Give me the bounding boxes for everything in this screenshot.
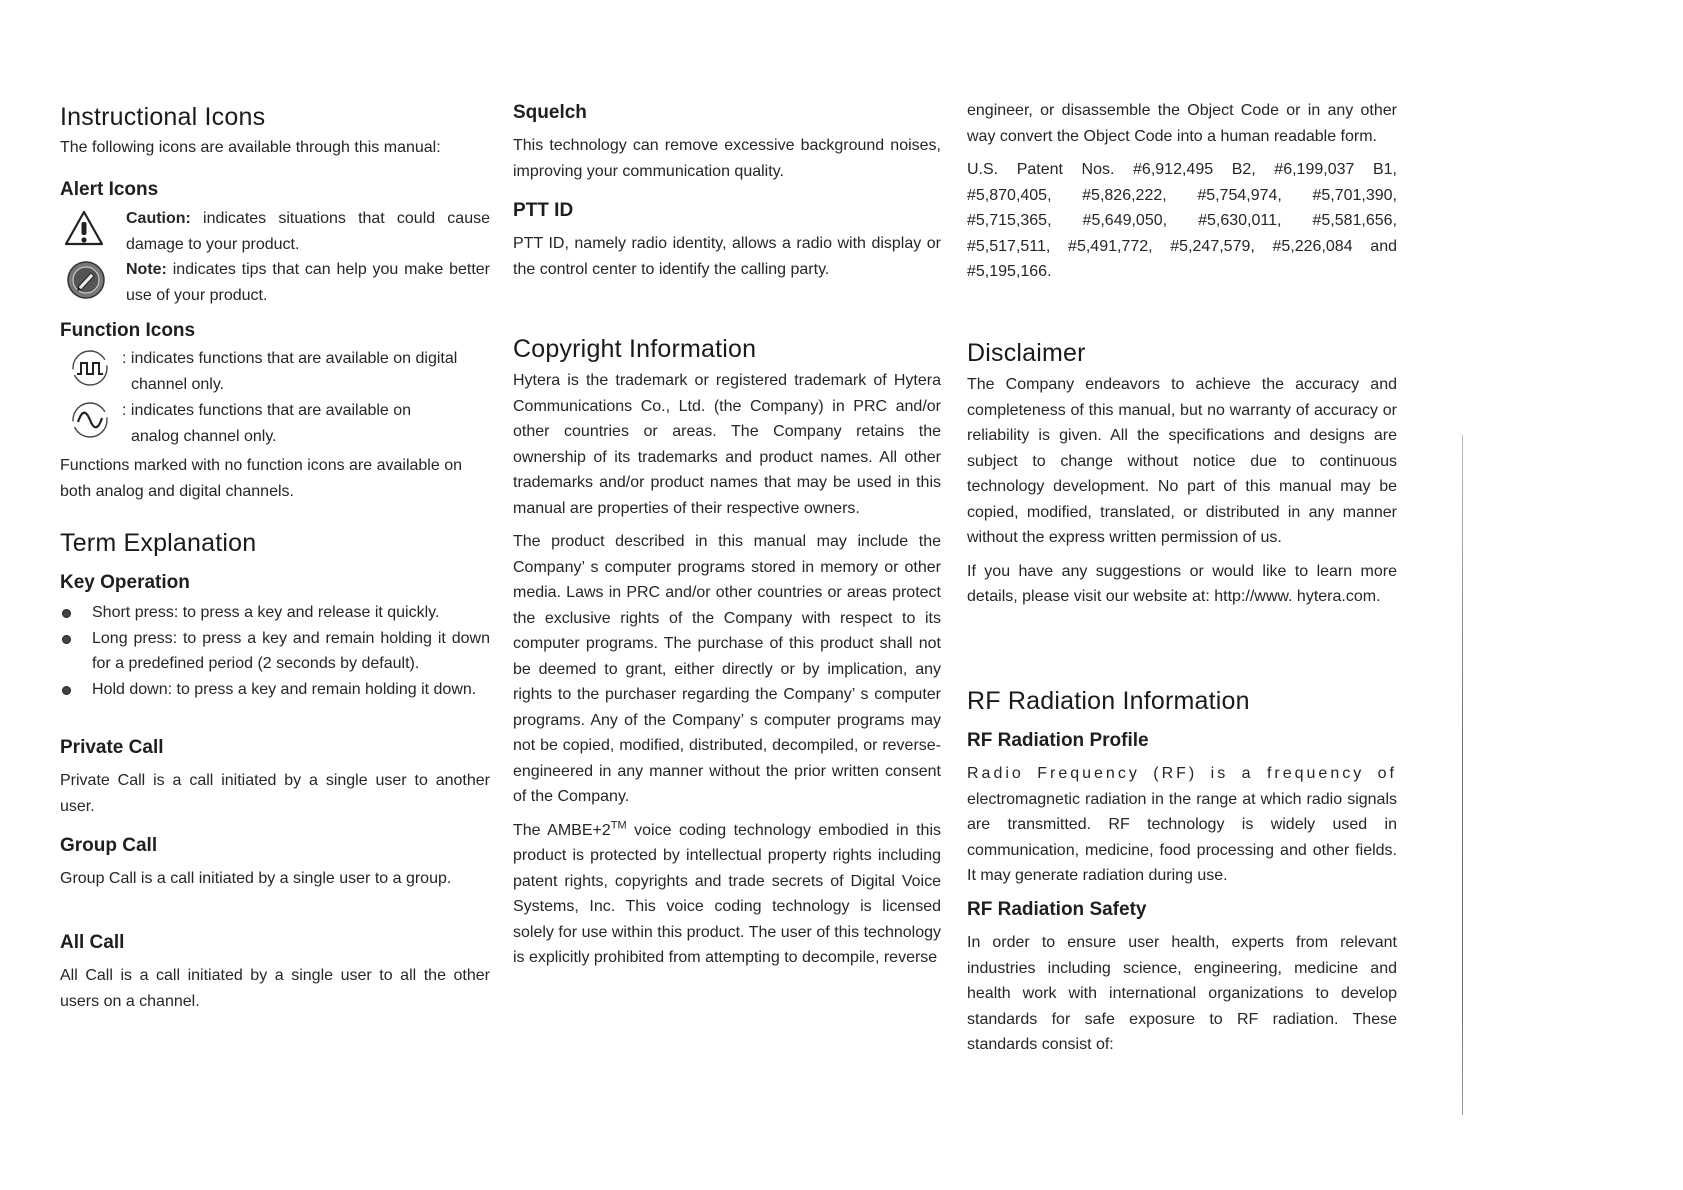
object-code-continuation bbox=[967, 98, 1397, 285]
list-item bbox=[60, 626, 490, 677]
copyright-paragraph-1: Hytera is the trademark or registered trademark of Hytera Communications Co., Ltd. (the Company) in PRC and/or other countries or areas. The Company retains the ownership of its trademarks and product names. All other trademarks and/or product names that may be used in this manual are properties of their respective owners. bbox=[513, 372, 941, 517]
ptt-id-title: PTT ID bbox=[513, 200, 574, 221]
rf-safety-text: In order to ensure user health, experts from relevant industries including science, engineering, medicine and health work with international organizations to develop standards for safe exposure to RF radiation. These standards consist of: bbox=[967, 934, 1397, 1053]
alert-icons-title: Alert Icons bbox=[60, 179, 159, 200]
disclaimer-paragraph-1: The Company endeavors to achieve the accuracy and completeness of this manual, but no warranty of accuracy or reliability is given. All the specifications and designs are subject to change without notice due to continuous technology development. No part of this manual may be copied, modified, translated, or distributed in any manner without the express written permission of us. bbox=[967, 376, 1397, 546]
digital-row bbox=[60, 346, 490, 398]
rf-radiation-title: RF Radiation Information bbox=[967, 687, 1250, 715]
key-operation-section bbox=[60, 571, 490, 702]
object-code-text: engineer, or disassemble the Object Code or in any other way convert the Object Code into a human readable form. bbox=[967, 102, 1397, 145]
ptt-id-section bbox=[513, 199, 941, 282]
all-call-section bbox=[60, 931, 490, 1014]
rf-safety-section bbox=[967, 898, 1397, 1058]
analog-channel-icon bbox=[70, 400, 112, 442]
ambe-text-rest: voice coding technology embodied in this product is protected by intellectual property rights including patent rights, copyrights and trade secrets of Digital Voice Systems, Inc. This voice coding technology is licensed solely for use within this product. The user of this technology is explicitly prohibited from attempting to decompile, reverse bbox=[513, 821, 942, 966]
rf-profile-title: RF Radiation Profile bbox=[967, 730, 1149, 751]
caution-icon bbox=[63, 208, 105, 250]
group-call-title: Group Call bbox=[60, 835, 158, 856]
key-operation-title: Key Operation bbox=[60, 572, 190, 593]
function-icons-note: Functions marked with no function icons are available on both analog and digital channels. bbox=[60, 457, 462, 500]
patent-numbers-text: U.S. Patent Nos. #6,912,495 B2, #6,199,037 B1, #5,870,405, #5,826,222, #5,754,974, #5,701,390, #5,715,365, #5,649,050, #5,630,011, #5,581,656, #5,517,511, #5,491,772, #5,247,579, #5,226,084 and #5,195,166. bbox=[967, 161, 1397, 280]
disclaimer-paragraph-2: If you have any suggestions or would like to learn more details, please visit our website at: http://www. hytera.com. bbox=[967, 562, 1397, 605]
term-explanation-title: Term Explanation bbox=[60, 529, 257, 557]
note-description bbox=[126, 257, 490, 308]
copyright-title: Copyright Information bbox=[513, 335, 757, 363]
instructional-icons-intro: The following icons are available through this manual: bbox=[60, 139, 441, 156]
function-icons-title: Function Icons bbox=[60, 320, 196, 341]
rf-safety-title: RF Radiation Safety bbox=[967, 899, 1147, 920]
private-call-text: Private Call is a call initiated by a single user to another user. bbox=[60, 772, 490, 815]
copyright-paragraph-3 bbox=[513, 818, 941, 971]
bullet-icon bbox=[62, 635, 71, 644]
group-call-text: Group Call is a call initiated by a single user to a group. bbox=[60, 870, 452, 887]
copyright-section bbox=[513, 334, 941, 971]
scan-edge-line bbox=[1462, 435, 1463, 1115]
instructional-icons-title: Instructional Icons bbox=[60, 103, 266, 131]
private-call-title: Private Call bbox=[60, 737, 164, 758]
analog-text-line1: : indicates functions that are available on bbox=[122, 402, 412, 419]
rf-profile-lead: Radio Frequency (RF) is a frequency of bbox=[967, 765, 1397, 782]
digital-channel-icon bbox=[70, 348, 112, 390]
analog-row bbox=[60, 398, 490, 450]
bullet-text: Long press: to press a key and remain holding it down for a predefined period (2 seconds by default). bbox=[92, 629, 490, 672]
note-row bbox=[60, 257, 490, 309]
disclaimer-title: Disclaimer bbox=[967, 339, 1086, 367]
squelch-title: Squelch bbox=[513, 102, 587, 123]
note-icon bbox=[66, 260, 108, 302]
copyright-paragraph-2: The product described in this manual may include the Company’ s computer programs stored in memory or other media. Laws in PRC and/or other countries or areas protect the exclusive rights of the Company with respect to its computer programs. The purchase of this product shall not be deemed to grant, either directly or by implication, any rights to the purchaser regarding the Company’ s computer programs. Any of the Company’ s computer programs may not be copied, modified, distributed, decompiled, or reverse-engineered in any manner without the prior written consent of the Company. bbox=[513, 533, 941, 805]
bullet-icon bbox=[62, 686, 71, 695]
digital-text-line1: : indicates functions that are available on digital bbox=[122, 350, 458, 367]
caution-label: Caution: bbox=[126, 210, 191, 227]
squelch-section bbox=[513, 101, 941, 184]
squelch-text: This technology can remove excessive background noises, improving your communication quality. bbox=[513, 137, 941, 180]
caution-description bbox=[126, 206, 490, 257]
caution-row bbox=[60, 206, 490, 258]
ambe-text-start: The AMBE+2 bbox=[513, 821, 611, 839]
rf-profile-text bbox=[967, 761, 1397, 889]
digital-text-line2: channel only. bbox=[131, 375, 225, 393]
bullet-text: Hold down: to press a key and remain holding it down. bbox=[92, 680, 477, 698]
function-icons-section bbox=[60, 319, 490, 343]
caution-text: indicates situations that could cause damage to your product. bbox=[126, 210, 490, 253]
list-item bbox=[60, 677, 490, 703]
note-label: Note: bbox=[126, 261, 167, 278]
bullet-icon bbox=[62, 609, 71, 618]
all-call-text: All Call is a call initiated by a single user to all the other users on a channel. bbox=[60, 967, 490, 1010]
analog-channel-description bbox=[122, 398, 490, 449]
private-call-section bbox=[60, 736, 490, 819]
rf-profile-section bbox=[967, 729, 1397, 889]
bullet-text: Short press: to press a key and release it quickly. bbox=[92, 604, 440, 621]
group-call-section bbox=[60, 834, 490, 892]
analog-text-line2: analog channel only. bbox=[131, 427, 277, 445]
list-item bbox=[60, 600, 490, 626]
note-text: indicates tips that can help you make better use of your product. bbox=[126, 261, 490, 304]
instructional-icons-section bbox=[60, 102, 490, 161]
ptt-id-text: PTT ID, namely radio identity, allows a radio with display or the control center to identify the calling party. bbox=[513, 235, 941, 278]
term-explanation-section bbox=[60, 528, 490, 558]
key-operation-list bbox=[60, 600, 490, 702]
all-call-title: All Call bbox=[60, 932, 125, 953]
function-icons-note-block bbox=[60, 453, 490, 504]
trademark-superscript: TM bbox=[610, 819, 627, 832]
disclaimer-section bbox=[967, 338, 1397, 610]
digital-channel-description bbox=[122, 346, 490, 397]
alert-icons-section bbox=[60, 178, 490, 202]
rf-profile-body: electromagnetic radiation in the range at which radio signals are transmitted. RF technology is widely used in communication, medicine, food processing and other fields. It may generate radiation during use. bbox=[967, 790, 1397, 884]
rf-radiation-section bbox=[967, 686, 1397, 716]
